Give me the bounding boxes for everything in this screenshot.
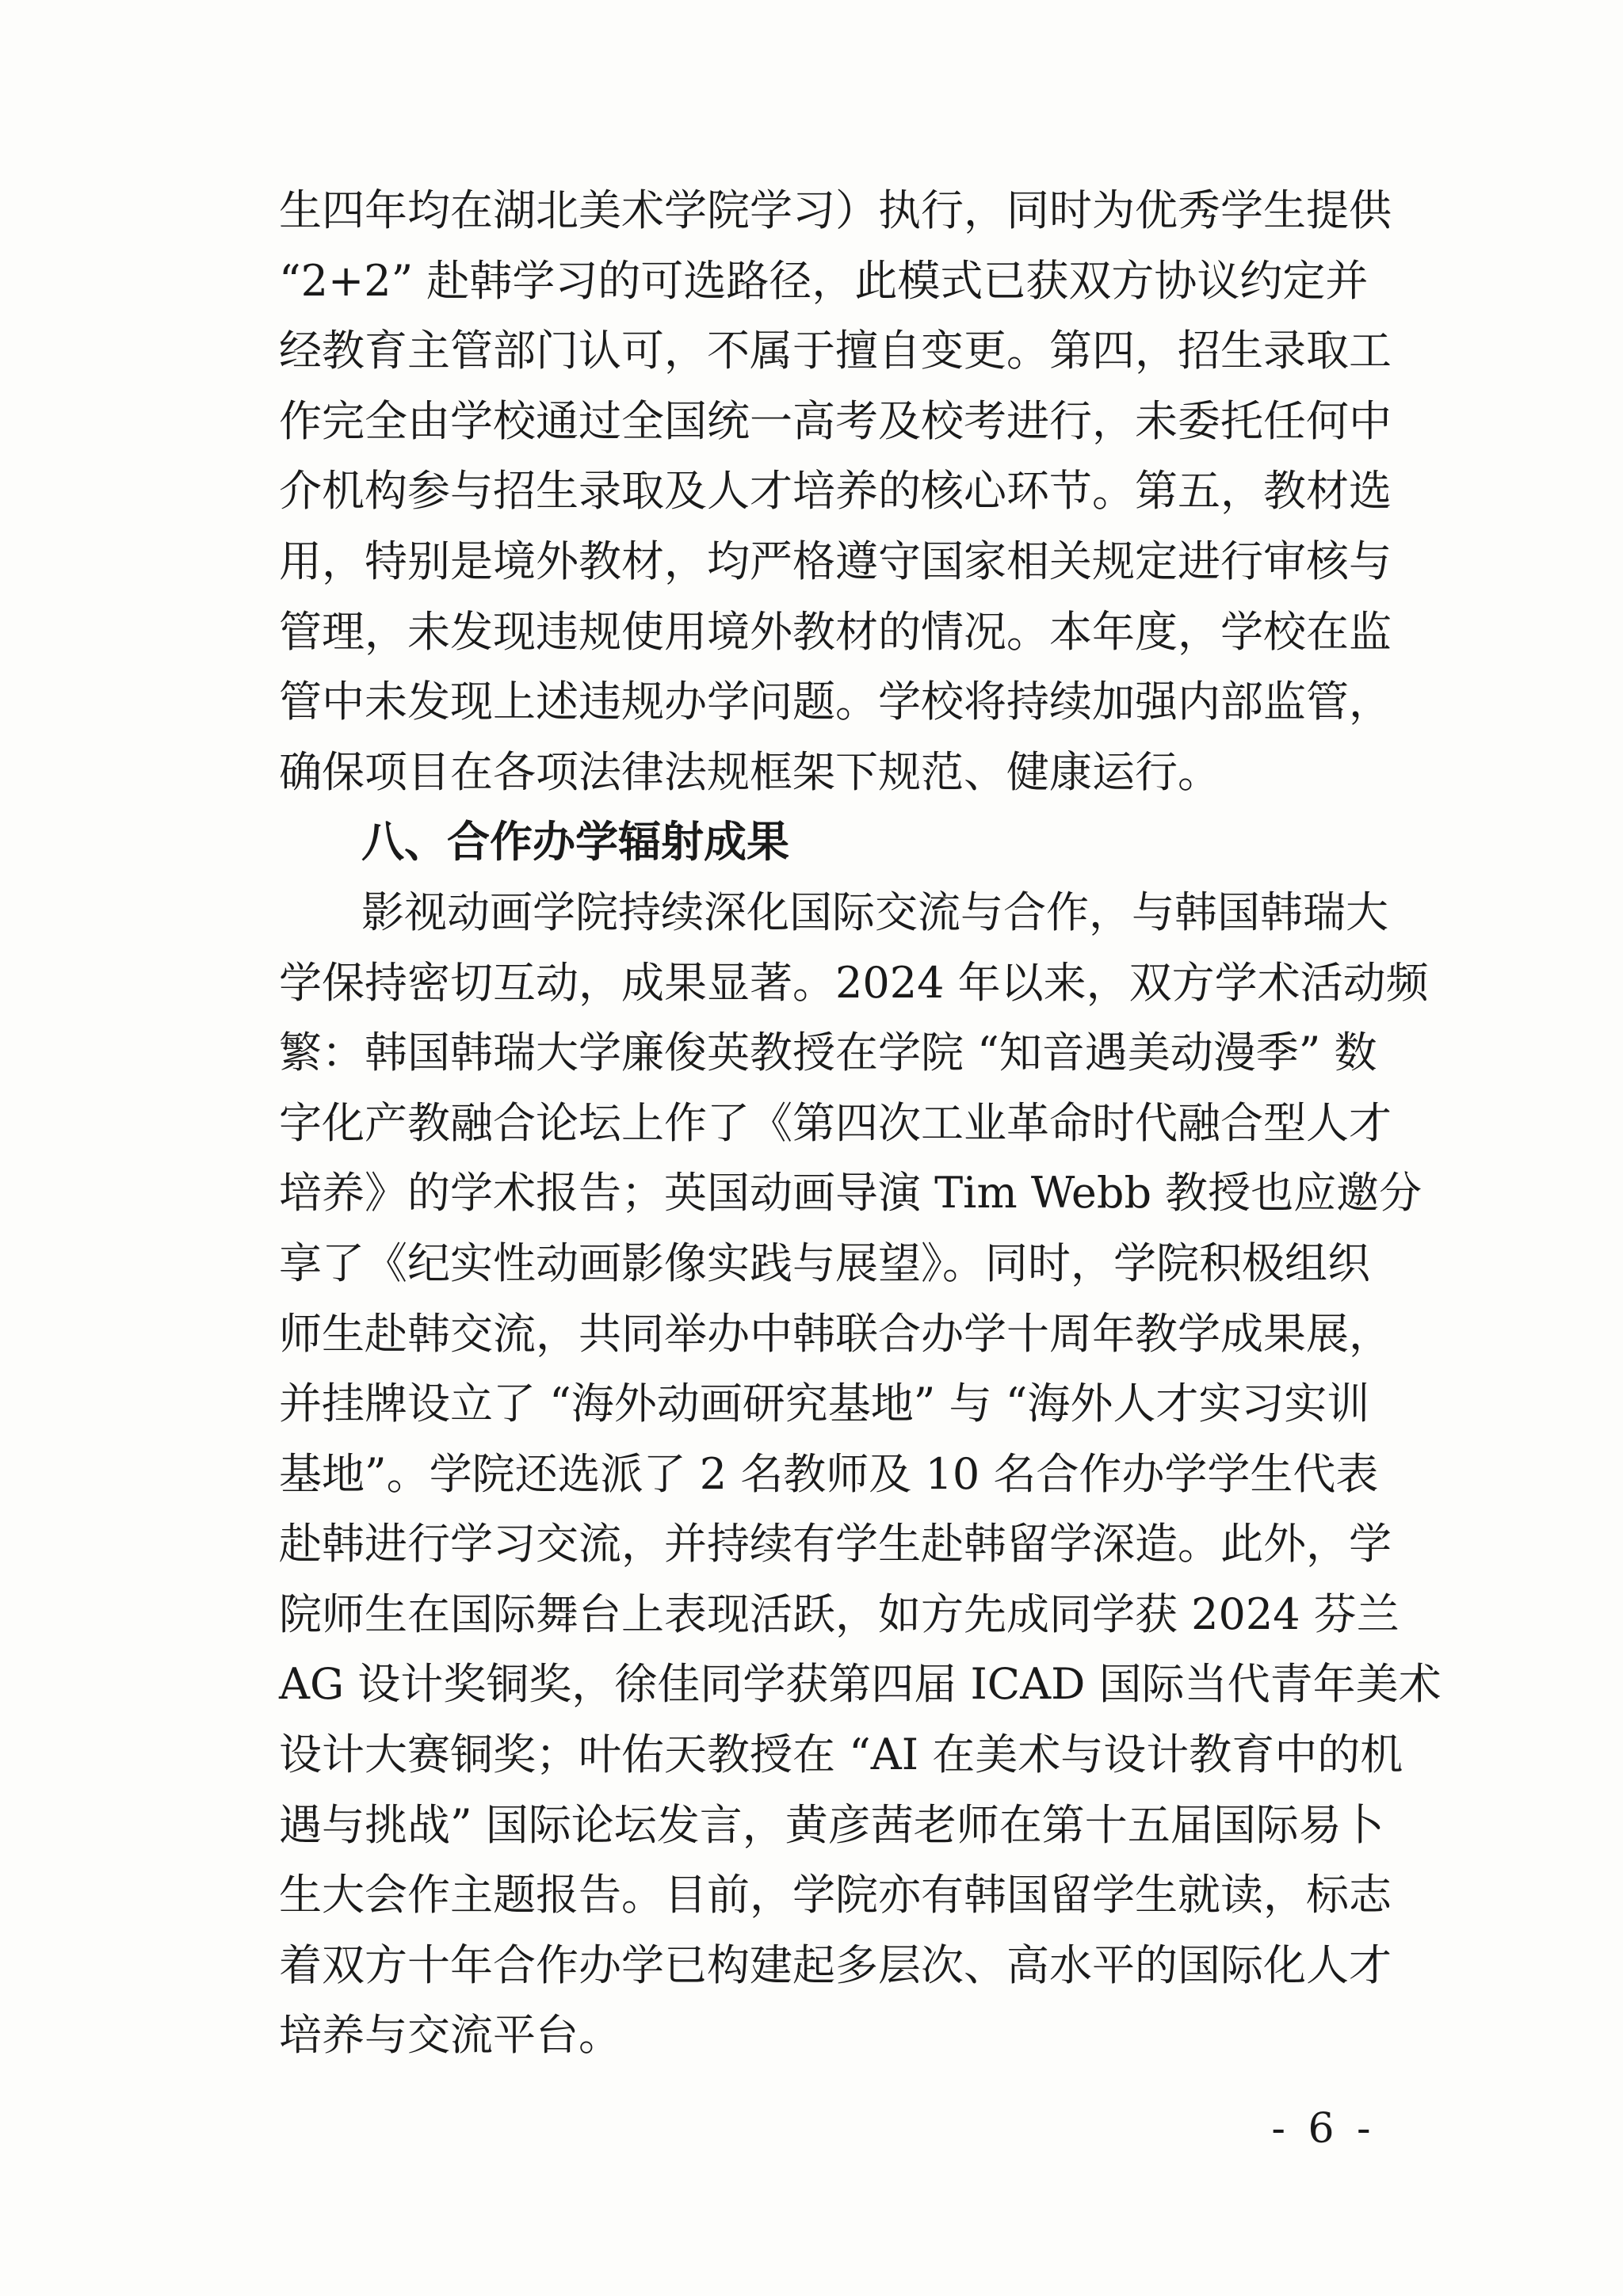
section8-paragraph [279,878,1442,2071]
paragraph-line: 着双方十年合作办学已构建起多层次、高水平的国际化人才 [279,1939,1392,1990]
paragraph-line: 经教育主管部门认可，不属于擅自变更。第四，招生录取工 [279,326,1392,376]
paragraph-line: 并挂牌设立了 “海外动画研究基地” 与 “海外人才实习实训 [279,1379,1370,1429]
page-number: - 6 - [1271,2105,1376,2153]
paragraph-line: 用，特别是境外教材，均严格遵守国家相关规定进行审核与 [279,536,1392,586]
paragraph-line: 基地”。学院还选派了 2 名教师及 10 名合作办学学生代表 [279,1448,1379,1499]
paragraph-line: 生大会作主题报告。目前，学院亦有韩国留学生就读，标志 [279,1870,1392,1920]
paragraph-line: 作完全由学校通过全国统一高考及校考进行，未委托任何中 [279,395,1392,446]
section-intro-paragraph [279,176,1392,807]
section-heading: 八、合作办学辐射成果 [361,817,789,868]
paragraph-line: 繁：韩国韩瑞大学廉俊英教授在学院 “知音遇美动漫季” 数 [279,1028,1377,1078]
paragraph-line: 管中未发现上述违规办学问题。学校将持续加强内部监管， [279,677,1392,727]
paragraph-line: 院师生在国际舞台上表现活跃，如方先成同学获 2024 芬兰 [279,1589,1400,1639]
paragraph-line: 生四年均在湖北美术学院学习）执行，同时为优秀学生提供 [279,185,1392,235]
paragraph-line: AG 设计奖铜奖，徐佳同学获第四届 ICAD 国际当代青年美术 [279,1659,1442,1710]
paragraph-line: 培养与交流平台。 [279,2010,621,2061]
paragraph-line: 赴韩进行学习交流，并持续有学生赴韩留学深造。此外，学 [279,1519,1392,1569]
paragraph-line: 确保项目在各项法律法规框架下规范、健康运行。 [279,746,1220,797]
paragraph-line: 字化产教融合论坛上作了《第四次工业革命时代融合型人才 [279,1097,1392,1148]
paragraph-line: 学保持密切互动，成果显著。2024 年以来，双方学术活动频 [279,957,1429,1008]
paragraph-line: 师生赴韩交流，共同举办中韩联合办学十周年教学成果展， [279,1308,1392,1359]
body-text [279,176,1442,2071]
paragraph-line: 影视动画学院持续深化国际交流与合作，与韩国韩瑞大 [361,887,1388,937]
paragraph-line: 遇与挑战” 国际论坛发言，黄彦茜老师在第十五届国际易卜 [279,1799,1384,1850]
paragraph-line: 管理，未发现违规使用境外教材的情况。本年度，学校在监 [279,606,1392,657]
paragraph-line: 享了《纪实性动画影像实践与展望》。同时，学院积极组织 [279,1238,1370,1288]
paragraph-line: “2+2” 赴韩学习的可选路径，此模式已获双方协议约定并 [279,255,1369,306]
paragraph-line: 设计大赛铜奖；叶佑天教授在 “AI 在美术与设计教育中的机 [279,1730,1403,1780]
paragraph-line: 培养》的学术报告；英国动画导演 Tim Webb 教授也应邀分 [279,1168,1423,1219]
paragraph-line: 介机构参与招生录取及人才培养的核心环节。第五，教材选 [279,466,1392,517]
